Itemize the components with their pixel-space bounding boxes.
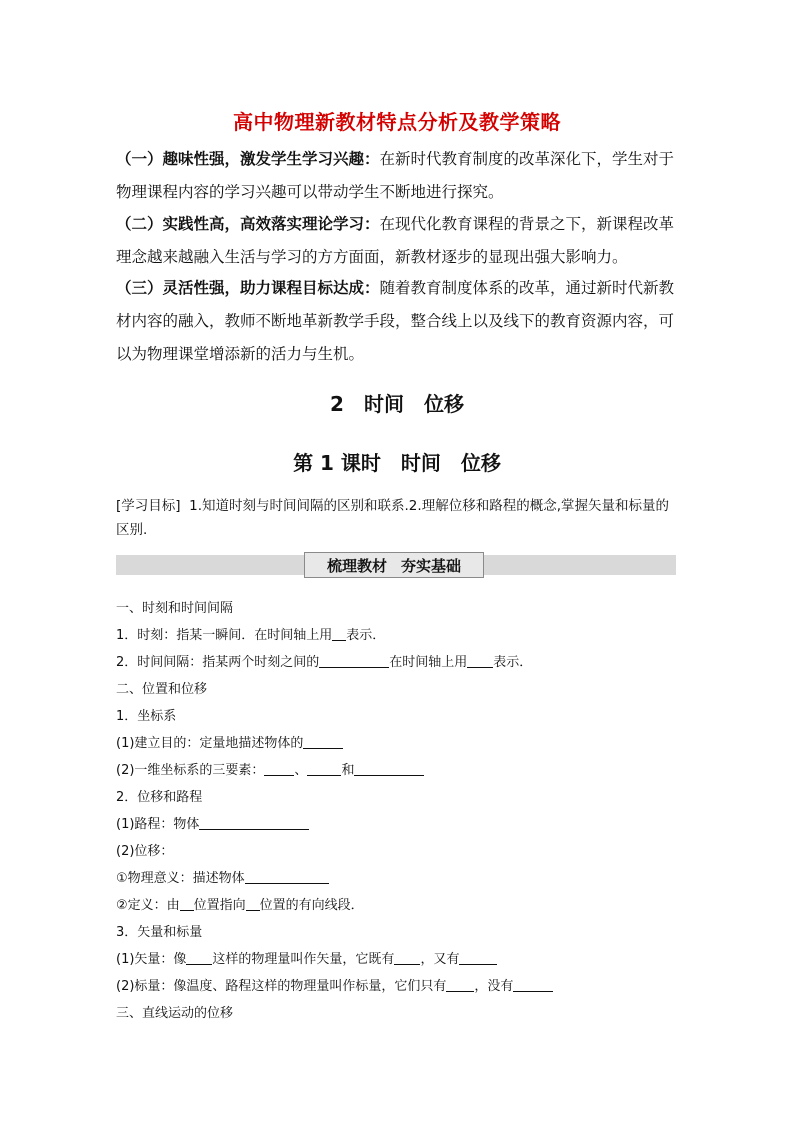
blank (354, 761, 424, 776)
item-interval-mid: 在时间轴上用 (389, 655, 468, 670)
conjunction-text: 和 (341, 763, 355, 778)
item-vector-mid2: ，又有 (420, 952, 460, 967)
item-scalar-mid: ，没有 (474, 979, 514, 994)
item-interval-tail: 表示． (493, 655, 533, 670)
chapter-number: 2 (330, 392, 344, 416)
item-purpose (116, 732, 343, 751)
item-moment-tail: 表示． (346, 628, 386, 643)
section-banner (304, 552, 484, 578)
intro-text-1: 在新时代教育制度的改革深化下，学生对于物理课程内容的学习兴趣可以带动学生不断地进行探究。 (116, 150, 675, 201)
section-heading-2 (116, 678, 207, 697)
item-displacement (116, 840, 173, 859)
blank (394, 950, 420, 965)
section-heading-3-text: 三、直线运动的位移 (116, 1006, 234, 1021)
item-definition (116, 894, 364, 913)
item-vector (116, 948, 497, 967)
blank (180, 896, 194, 911)
intro-text-2: 在现代化教育课程的背景之下，新课程改革理念越来越融入生活与学习的方方面面，新教材逐步的显现出强大影响力。 (116, 215, 675, 266)
intro-lead-3: （三）灵活性强，助力课程目标达成： (116, 279, 380, 297)
item-coordinate-system (116, 705, 176, 724)
item-interval (116, 651, 532, 670)
item-physical-meaning-text: ①物理意义：描述物体 (116, 871, 245, 886)
blank (186, 950, 212, 965)
chapter-word-1: 时间 (363, 392, 404, 416)
item-scalar (116, 975, 553, 994)
item-vector-mid: 这样的物理量叫作矢量，它既有 (212, 952, 395, 967)
chapter-word-2: 位移 (423, 392, 464, 416)
intro-lead-2: （二）实践性高，高效落实理论学习： (116, 215, 380, 233)
banner-left-label: 梳理教材 (326, 556, 387, 575)
section-heading-2-text: 二、位置和位移 (116, 682, 208, 697)
item-physical-meaning (116, 867, 329, 886)
intro-paragraph-3 (116, 272, 684, 371)
lesson-word-2: 位移 (460, 451, 501, 475)
item-path-text: (1)路程：物体 (116, 817, 200, 832)
lesson-heading (0, 447, 794, 476)
lesson-word-1: 时间 (400, 451, 441, 475)
item-definition-text: ②定义：由 (116, 898, 180, 913)
item-path (116, 813, 309, 832)
item-coordinate-system-text: 1．坐标系 (116, 709, 177, 724)
intro-paragraph-2 (116, 208, 684, 274)
goal-label: [学习目标] (116, 498, 181, 514)
intro-lead-1: （一）趣味性强，激发学生学习兴趣： (116, 150, 380, 168)
intro-text-3: 随着教育制度体系的改革，通过新时代新教材内容的融入，教师不断地革新教学手段，整合线上以及线下的教育资源内容，可以为物理课堂增添新的活力与生机。 (116, 279, 675, 363)
chapter-heading (0, 388, 794, 417)
blank (199, 815, 309, 830)
section-heading-3 (116, 1002, 233, 1021)
item-displacement-text: (2)位移： (116, 844, 174, 859)
section-heading-1-text: 一、时刻和时间间隔 (116, 601, 234, 616)
item-interval-text: 2．时间间隔：指某两个时刻之间的 (116, 655, 320, 670)
item-scalar-text: (2)标量：像温度、路程这样的物理量叫作标量，它们只有 (116, 979, 447, 994)
item-moment-text: 1．时刻：指某一瞬间．在时间轴上用 (116, 628, 333, 643)
blank (246, 896, 260, 911)
page-title: 高中物理新教材特点分析及教学策略 (233, 110, 561, 134)
item-vector-text: (1)矢量：像 (116, 952, 187, 967)
blank (467, 653, 493, 668)
separator-text: 、 (294, 763, 308, 778)
banner-right-label: 夯实基础 (401, 556, 462, 575)
blank (303, 734, 343, 749)
section-heading-1 (116, 597, 233, 616)
blank (245, 869, 329, 884)
item-displacement-path-text: 2．位移和路程 (116, 790, 203, 805)
blank (264, 761, 294, 776)
learning-goals (116, 494, 682, 542)
item-moment (116, 624, 385, 643)
item-vector-scalar-text: 3．矢量和标量 (116, 925, 203, 940)
item-three-elements (116, 759, 424, 778)
intro-paragraph-1 (116, 143, 684, 209)
blank (319, 653, 389, 668)
goal-text: 1.知道时刻与时间间隔的区别和联系.2.理解位移和路程的概念,掌握矢量和标量的区别. (116, 498, 669, 538)
blank (459, 950, 497, 965)
item-vector-scalar (116, 921, 202, 940)
item-purpose-text: (1)建立目的：定量地描述物体的 (116, 736, 304, 751)
item-definition-mid: 位置指向 (193, 898, 246, 913)
item-displacement-path (116, 786, 202, 805)
blank (307, 761, 341, 776)
item-definition-tail: 位置的有向线段． (259, 898, 364, 913)
lesson-label: 第 1 课时 (293, 451, 381, 475)
blank (513, 977, 553, 992)
item-three-elements-text: (2)一维坐标系的三要素： (116, 763, 265, 778)
blank (446, 977, 474, 992)
blank (332, 626, 346, 641)
